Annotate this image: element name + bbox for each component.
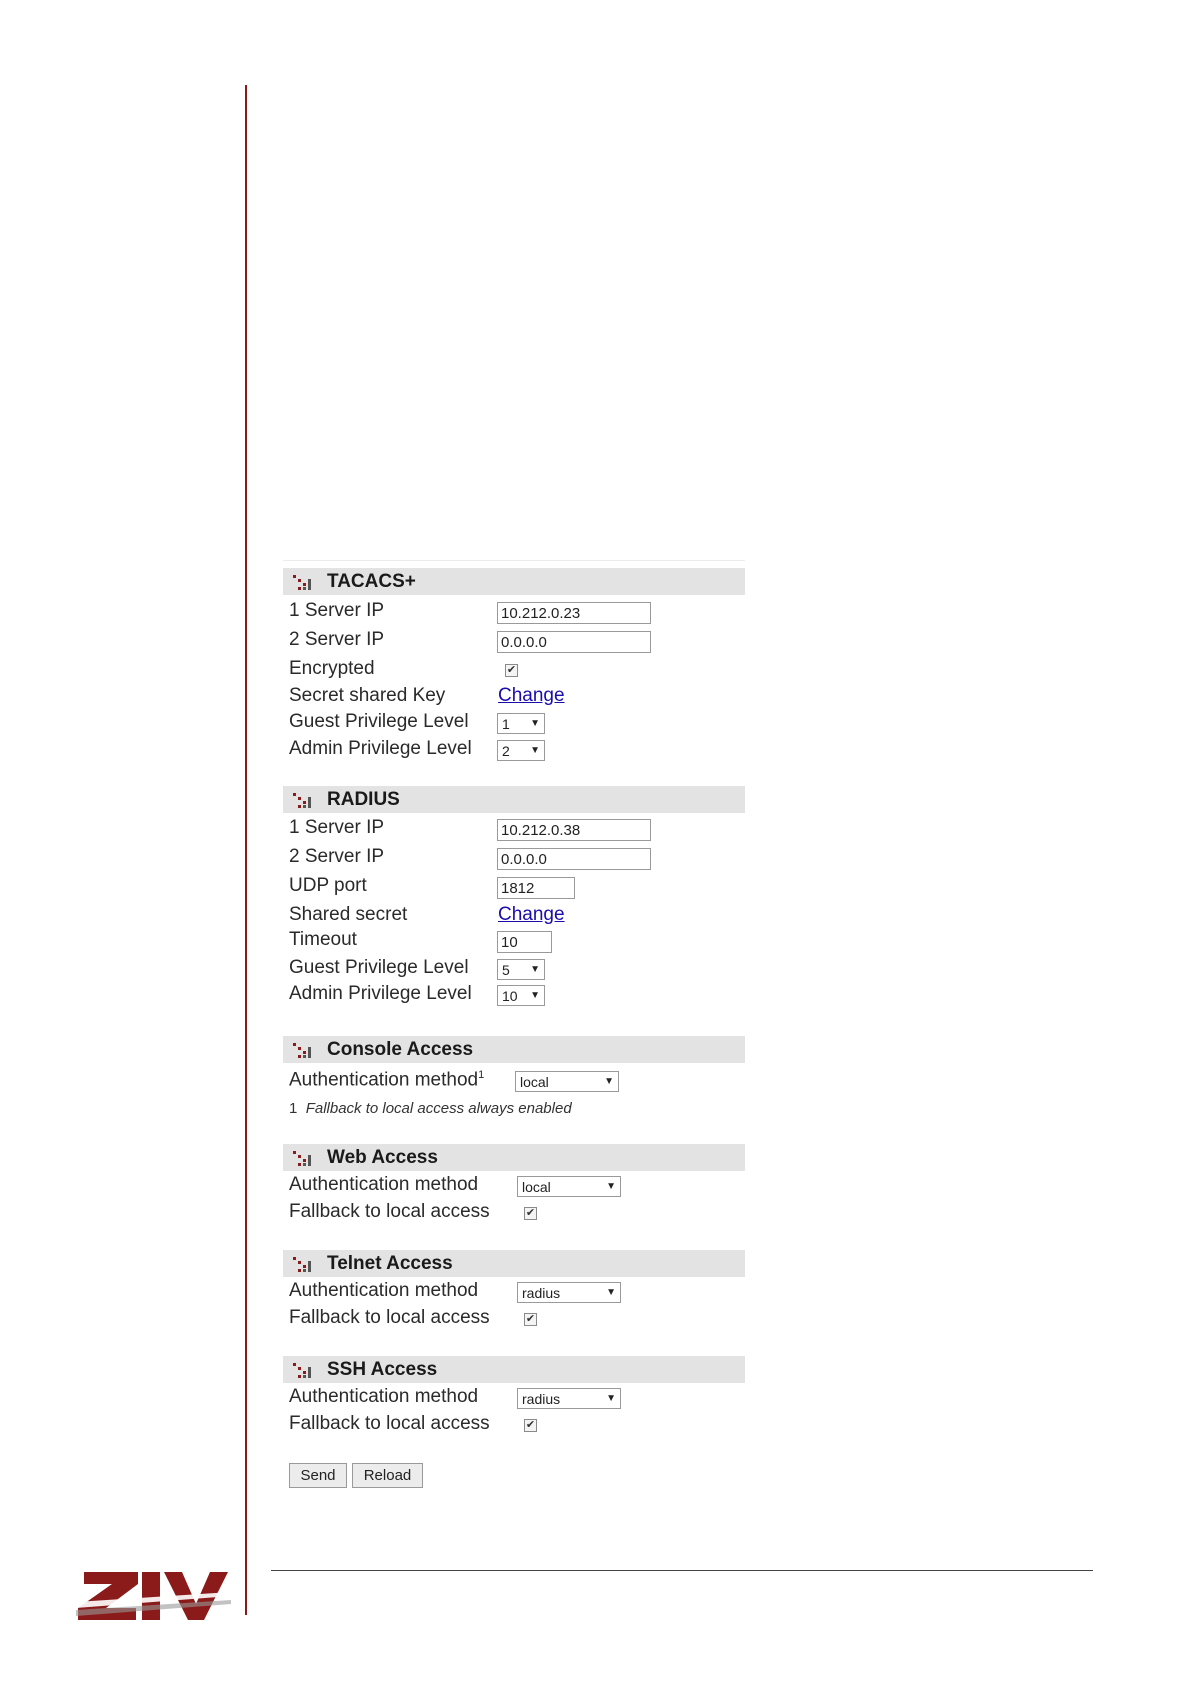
radius-udp-input[interactable]: 1812 — [497, 877, 575, 899]
section-telnet — [283, 1250, 745, 1328]
telnet-fallback-row — [283, 1307, 745, 1333]
radius-timeout-input[interactable]: 10 — [497, 931, 552, 953]
checkmark-icon: ✔ — [525, 1207, 536, 1219]
radius-change-link[interactable]: Change — [498, 904, 565, 925]
section-title: Web Access — [327, 1146, 438, 1168]
signal-bars-icon — [293, 573, 315, 591]
fallback-label: Fallback to local access — [289, 1201, 490, 1222]
auth-label: Authentication method — [289, 1174, 479, 1195]
radius-guest-select[interactable] — [497, 959, 545, 980]
panel-top-line — [283, 560, 745, 561]
section-header — [283, 1144, 745, 1171]
telnet-auth-select[interactable] — [517, 1282, 621, 1303]
telnet-auth-row — [283, 1280, 745, 1306]
section-tacacs — [283, 568, 745, 759]
fallback-label: Fallback to local access — [289, 1413, 490, 1434]
server1-label: 1 Server IP — [289, 817, 385, 838]
radius-server2-input[interactable]: 0.0.0.0 — [497, 848, 651, 870]
section-title: Console Access — [327, 1038, 474, 1060]
section-title: Telnet Access — [327, 1252, 453, 1274]
dropdown-arrow-icon: ▼ — [530, 964, 540, 975]
radius-udp-row — [283, 875, 745, 901]
section-title: RADIUS — [327, 788, 400, 810]
section-header — [283, 1250, 745, 1277]
checkmark-icon: ✔ — [525, 1313, 536, 1325]
web-fallback-checkbox[interactable] — [524, 1207, 537, 1220]
auth-label — [289, 1069, 484, 1091]
margin-rule — [245, 85, 247, 1615]
tacacs-admin-row — [283, 738, 745, 764]
tacacs-guest-row — [283, 711, 745, 737]
dropdown-arrow-icon: ▼ — [530, 745, 540, 756]
access-config-panel — [283, 556, 748, 1496]
section-header — [283, 1036, 745, 1063]
tacacs-secret-row — [283, 685, 745, 711]
radius-guest-row — [283, 957, 745, 983]
fallback-label: Fallback to local access — [289, 1307, 490, 1328]
auth-label: Authentication method — [289, 1386, 479, 1407]
telnet-fallback-checkbox[interactable] — [524, 1313, 537, 1326]
section-web — [283, 1144, 745, 1222]
select-value: local — [520, 1073, 549, 1090]
footnote-number: 1 — [289, 1100, 298, 1117]
select-value: radius — [522, 1284, 561, 1301]
tacacs-server1-row — [283, 600, 745, 626]
section-title: TACACS+ — [327, 570, 416, 592]
admin-label: Admin Privilege Level — [289, 983, 472, 1004]
ssh-auth-row — [283, 1386, 745, 1412]
ssh-fallback-row — [283, 1413, 745, 1439]
console-auth-select[interactable] — [515, 1071, 619, 1092]
secret-label: Secret shared Key — [289, 685, 446, 706]
select-value: local — [522, 1178, 551, 1195]
footnote-text: Fallback to local access always enabled — [305, 1100, 572, 1117]
tacacs-server2-row — [283, 629, 745, 655]
encrypted-label: Encrypted — [289, 658, 375, 679]
section-radius — [283, 786, 745, 1004]
ziv-logo — [76, 1570, 231, 1625]
signal-bars-icon — [293, 1041, 315, 1059]
server2-label: 2 Server IP — [289, 629, 385, 650]
radius-server2-row — [283, 846, 745, 872]
ssh-fallback-checkbox[interactable] — [524, 1419, 537, 1432]
tacacs-encrypted-row — [283, 658, 745, 684]
radius-secret-row — [283, 904, 745, 930]
send-button[interactable]: Send — [289, 1463, 347, 1488]
auth-label: Authentication method — [289, 1280, 479, 1301]
udp-label: UDP port — [289, 875, 367, 896]
signal-bars-icon — [293, 1361, 315, 1379]
tacacs-change-link[interactable]: Change — [498, 685, 565, 706]
console-auth-row — [283, 1069, 745, 1095]
admin-label: Admin Privilege Level — [289, 738, 472, 759]
dropdown-arrow-icon: ▼ — [530, 990, 540, 1001]
web-auth-row — [283, 1174, 745, 1200]
radius-timeout-row — [283, 929, 745, 955]
section-header — [283, 1356, 745, 1383]
timeout-label: Timeout — [289, 929, 357, 950]
reload-button[interactable]: Reload — [352, 1463, 423, 1488]
section-header — [283, 568, 745, 595]
ssh-auth-select[interactable] — [517, 1388, 621, 1409]
radius-admin-select[interactable] — [497, 985, 545, 1006]
footer-rule — [271, 1570, 1093, 1571]
section-title: SSH Access — [327, 1358, 438, 1380]
radius-admin-row — [283, 983, 745, 1009]
dropdown-arrow-icon: ▼ — [606, 1287, 616, 1298]
footnote — [289, 1100, 572, 1117]
dropdown-arrow-icon: ▼ — [530, 718, 540, 729]
select-value: 5 — [502, 961, 510, 978]
signal-bars-icon — [293, 1149, 315, 1167]
section-ssh — [283, 1356, 745, 1434]
tacacs-server1-input[interactable]: 10.212.0.23 — [497, 602, 651, 624]
server2-label: 2 Server IP — [289, 846, 385, 867]
section-header — [283, 786, 745, 813]
signal-bars-icon — [293, 791, 315, 809]
checkmark-icon: ✔ — [525, 1419, 536, 1431]
select-value: 10 — [502, 987, 518, 1004]
guest-label: Guest Privilege Level — [289, 711, 469, 732]
radius-server1-row — [283, 817, 745, 843]
encrypted-checkbox[interactable] — [505, 664, 518, 677]
select-value: radius — [522, 1390, 561, 1407]
dropdown-arrow-icon: ▼ — [606, 1181, 616, 1192]
web-auth-select[interactable] — [517, 1176, 621, 1197]
signal-bars-icon — [293, 1255, 315, 1273]
dropdown-arrow-icon: ▼ — [604, 1076, 614, 1087]
shared-secret-label: Shared secret — [289, 904, 408, 925]
tacacs-admin-select[interactable] — [497, 740, 545, 761]
server1-label: 1 Server IP — [289, 600, 385, 621]
footnote-marker: 1 — [478, 1069, 485, 1081]
checkmark-icon: ✔ — [506, 664, 517, 676]
select-value: 2 — [502, 742, 510, 759]
section-console — [283, 1036, 745, 1117]
select-value: 1 — [502, 715, 510, 732]
auth-label-text: Authentication method — [289, 1069, 479, 1091]
dropdown-arrow-icon: ▼ — [606, 1393, 616, 1404]
guest-label: Guest Privilege Level — [289, 957, 469, 978]
web-fallback-row — [283, 1201, 745, 1227]
tacacs-guest-select[interactable] — [497, 713, 545, 734]
tacacs-server2-input[interactable]: 0.0.0.0 — [497, 631, 651, 653]
radius-server1-input[interactable]: 10.212.0.38 — [497, 819, 651, 841]
